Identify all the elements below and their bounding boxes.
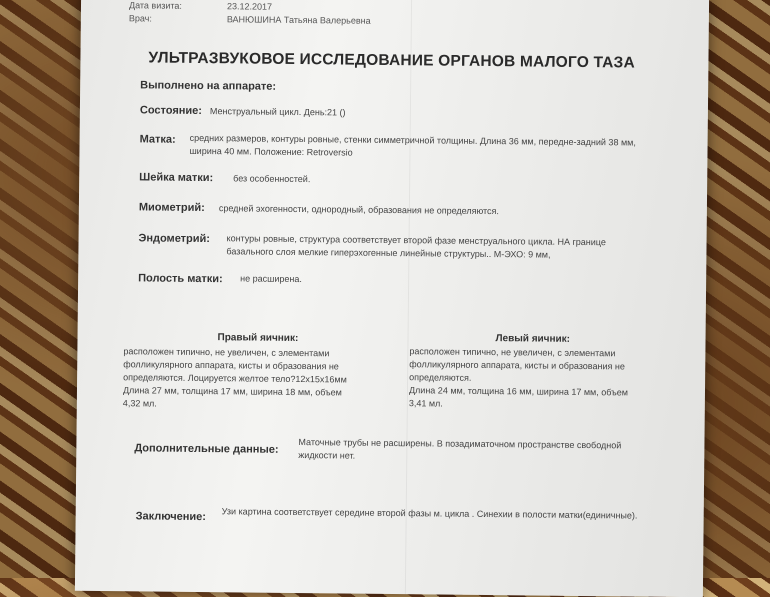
myometrium-label: Миометрий: <box>138 201 205 215</box>
cervix-value: без особенностей. <box>233 173 311 185</box>
right-ovary-line: фолликулярного аппарата, кисты и образования не <box>123 359 339 372</box>
document-title: УЛЬТРАЗВУКОВОЕ ИССЛЕДОВАНИЕ ОРГАНОВ МАЛОГО ТАЗА <box>148 49 636 72</box>
right-ovary-line: Длина 27 мм, толщина 17 мм, ширина 18 мм, объем <box>122 385 342 398</box>
uterus-line-1: средних размеров, контуры ровные, стенки симметричной толщины. Длина 36 мм, передне-задний 38 мм, <box>189 132 636 148</box>
left-ovary-line: 3,41 мл. <box>408 398 443 409</box>
paper-fold <box>405 0 412 594</box>
device-label: Выполнено на аппарате: <box>140 79 277 93</box>
additional-line-2: жидкости нет. <box>298 450 356 461</box>
additional-line-1: Маточные трубы не расширены. В позадиматочном пространстве свободной <box>298 437 622 451</box>
endometrium-line-2: базального слоя мелкие гиперэхогенные линейные структуры.. М-ЭХО: 9 мм, <box>226 246 551 260</box>
cavity-label: Полость матки: <box>138 272 223 286</box>
myometrium-value: средней эхогенности, однородный, образования не определяются. <box>218 203 500 217</box>
cavity-value: не расширена. <box>240 273 302 285</box>
ultrasound-report-sheet <box>75 0 709 597</box>
right-ovary-line: 4,32 мл. <box>122 398 157 409</box>
visit-date-label: Дата визита: <box>128 0 182 11</box>
left-ovary-line: Длина 24 мм, толщина 16 мм, ширина 17 мм, объем <box>408 385 628 398</box>
cervix-label: Шейка матки: <box>139 171 214 185</box>
conclusion-label: Заключение: <box>135 510 207 524</box>
right-ovary-line: расположен типично, не увеличен, с элементами <box>123 346 330 359</box>
conclusion-value: Узи картина соответствует середине второй фазы м. цикла . Синехии в полости матки(единичные). <box>221 506 638 521</box>
left-ovary-line: определяются. <box>409 372 472 383</box>
visit-date: 23.12.2017 <box>226 1 273 12</box>
left-ovary-line: расположен типично, не увеличен, с элементами <box>409 346 616 359</box>
condition-label: Состояние: <box>139 104 203 117</box>
doctor-label: Врач: <box>128 13 152 24</box>
condition-value: Менструальный цикл. День:21 () <box>209 106 346 118</box>
doctor-name: ВАНЮШИНА Татьяна Валерьевна <box>226 14 371 26</box>
left-ovary-line: фолликулярного аппарата, кисты и образования не <box>409 359 625 372</box>
right-ovary-line: определяются. Лоцируется желтое тело?12х15х16мм <box>123 372 347 385</box>
right-ovary-title: Правый яичник: <box>217 332 299 345</box>
endometrium-label: Эндометрий: <box>138 232 211 246</box>
uterus-line-2: ширина 40 мм. Положение: Retroversio <box>189 145 353 158</box>
left-ovary-title: Левый яичник: <box>495 333 571 345</box>
uterus-label: Матка: <box>139 133 176 146</box>
additional-label: Дополнительные данные: <box>134 442 279 456</box>
endometrium-line-1: контуры ровные, структура соответствует второй фазе менструального цикла. НА границе <box>226 233 606 248</box>
